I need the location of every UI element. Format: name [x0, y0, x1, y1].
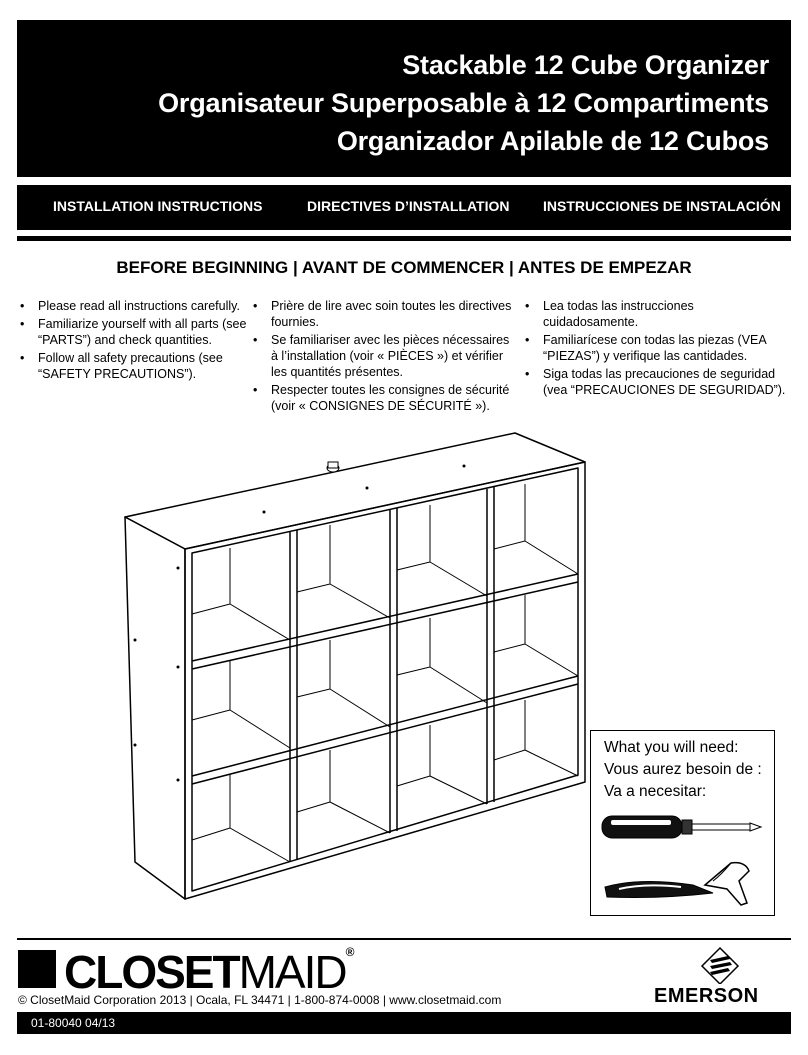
- list-item: • Lea todas las instrucciones cuidadosamente.: [525, 299, 694, 329]
- document-number: 01-80040 04/13: [31, 1016, 116, 1030]
- title-en: Stackable 12 Cube Organizer: [402, 50, 769, 80]
- list-item: • Siga todas las precauciones de seguridad (vea “PRECAUCIONES DE SEGURIDAD”).: [525, 367, 786, 397]
- instructions-label-es: INSTRUCCIONES DE INSTALACIÓN: [543, 198, 781, 214]
- instructions-label-en: INSTALLATION INSTRUCTIONS: [53, 198, 263, 214]
- list-item: • Se familiariser avec les pièces nécessaires à l’installation (voir « PIÈCES ») et vérifier les quantités présentes.: [253, 333, 510, 379]
- list-item: • Respecter toutes les consignes de sécurité (voir « CONSIGNES DE SÉCURITÉ »).: [253, 383, 510, 413]
- divider: [17, 938, 791, 940]
- emerson-logo-icon: [700, 946, 740, 984]
- hammer-icon: [601, 855, 766, 913]
- list-item: • Prière de lire avec soin toutes les directives fournies.: [253, 299, 512, 329]
- tools-label-es: Va a necesitar:: [604, 783, 707, 800]
- list-item: • Familiarícese con todas las piezas (VEA “PIEZAS”) y verifique las cantidades.: [525, 333, 767, 363]
- footer-copyright: © ClosetMaid Corporation 2013 | Ocala, FL 34471 | 1-800-874-0008 | www.closetmaid.com: [18, 993, 502, 1007]
- list-item: • Please read all instructions carefully.: [20, 299, 240, 313]
- tools-label-fr: Vous aurez besoin de :: [604, 761, 762, 778]
- screwdriver-icon: [599, 809, 764, 849]
- title-es: Organizador Apilable de 12 Cubos: [336, 126, 769, 156]
- tools-label-en: What you will need:: [604, 739, 739, 756]
- tools-needed-box: [590, 730, 775, 916]
- list-item: • Familiarize yourself with all parts (see “PARTS”) and check quantities.: [20, 317, 247, 347]
- closetmaid-logo-mark: [18, 950, 56, 988]
- document-number-bar: [17, 1012, 791, 1034]
- before-beginning-heading: BEFORE BEGINNING | AVANT DE COMMENCER | ANTES DE EMPEZAR: [116, 258, 692, 277]
- closetmaid-logo: CLOSETMAID®: [64, 945, 355, 998]
- title-fr: Organisateur Superposable à 12 Compartiments: [158, 88, 769, 118]
- list-item: • Follow all safety precautions (see “SAFETY PRECAUTIONS”).: [20, 351, 223, 381]
- instructions-label-fr: DIRECTIVES D’INSTALLATION: [307, 198, 510, 214]
- emerson-logo-text: EMERSON: [654, 985, 759, 1007]
